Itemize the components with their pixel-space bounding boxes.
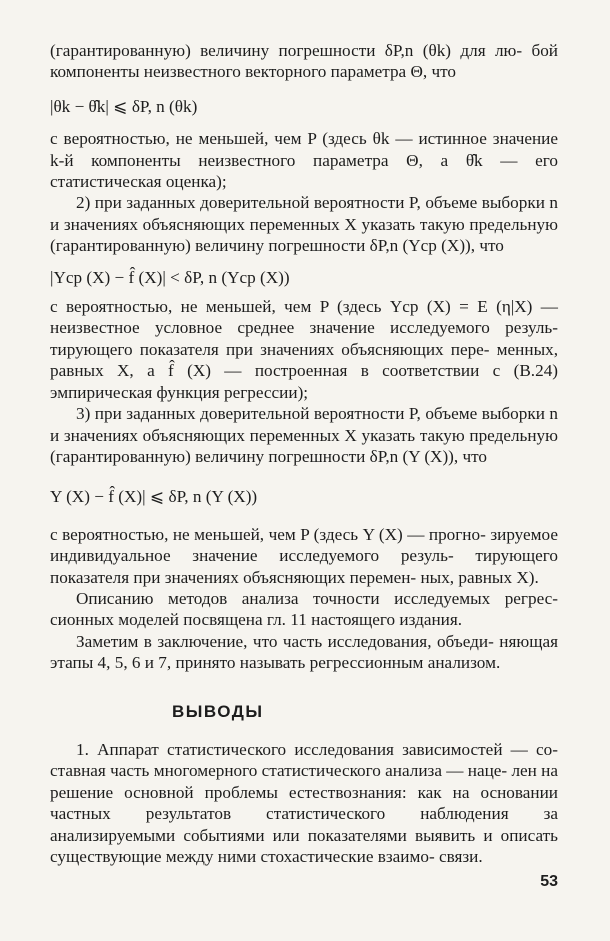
formula-1: |θk − θ̂k| ⩽ δP, n (θk)	[50, 96, 198, 116]
section-heading: ВЫВОДЫ	[172, 701, 264, 721]
paragraph-8: Заметим в заключение, что часть исследования, объеди- няющая этапы 4, 5, 6 и 7, принято называть регрессионным анализом.	[50, 631, 558, 673]
paragraph-2: с вероятностью, не меньшей, чем P (здесь θk — истинное значение k-й компоненты неизвестного параметра Θ, а θ̂k — его статистическая оценка);	[50, 129, 559, 192]
paragraph-6: с вероятностью, не меньшей, чем P (здесь Y (X) — прогно- зируемое индивидуальное значение исследуемого резуль- тирующего показателя при значениях объясняющих перемен- ных, равных X).	[50, 524, 559, 587]
paragraph-4: с вероятностью, не меньшей, чем P (здесь Yср (X) = E (η|X) — неизвестное условное среднее значение исследуемого резуль- тирующего показателя при значениях объясняющих пере- менных, равных X, а f̂ (X) — построенная в соответствии с (B.24) эмпирическая функция регрессии);	[50, 297, 559, 402]
paragraph-7: Описанию методов анализа точности исследуемых регрес- сионных моделей посвящена гл. 11 настоящего издания.	[50, 588, 558, 630]
paragraph-3: 2) при заданных доверительной вероятности P, объеме выборки n и значениях объясняющих переменных X указать такую предельную (гарантированную) величину погрешности δP,n (Yср (X)), что	[50, 193, 558, 256]
formula-3: Y (X) − f̂ (X)| ⩽ δP, n (Y (X))	[50, 487, 258, 507]
conclusion-paragraph: 1. Аппарат статистического исследования зависимостей — со- ставная часть многомерного статистического анализа — наце- лен на решение основной проблемы естествознания: как на основании частных результатов статистического наблюдения за анализируемыми событиями или показателями выявить и описать существующие между ними стохастические взаимо- связи.	[50, 739, 559, 866]
formula-2: |Yср (X) − f̂ (X)| < δP, n (Yср (X))	[50, 267, 290, 287]
page-body	[50, 40, 558, 867]
paragraph-1: (гарантированную) величину погрешности δP,n (θk) для лю- бой компоненты неизвестного векторного параметра Θ, что	[50, 41, 559, 82]
page-number: 53	[540, 873, 558, 890]
paragraph-5: 3) при заданных доверительной вероятности P, объеме выборки n и значениях объясняющих переменных X указать такую предельную (гарантированную) величину погрешности δP,n (Y (X)), что	[50, 404, 558, 466]
